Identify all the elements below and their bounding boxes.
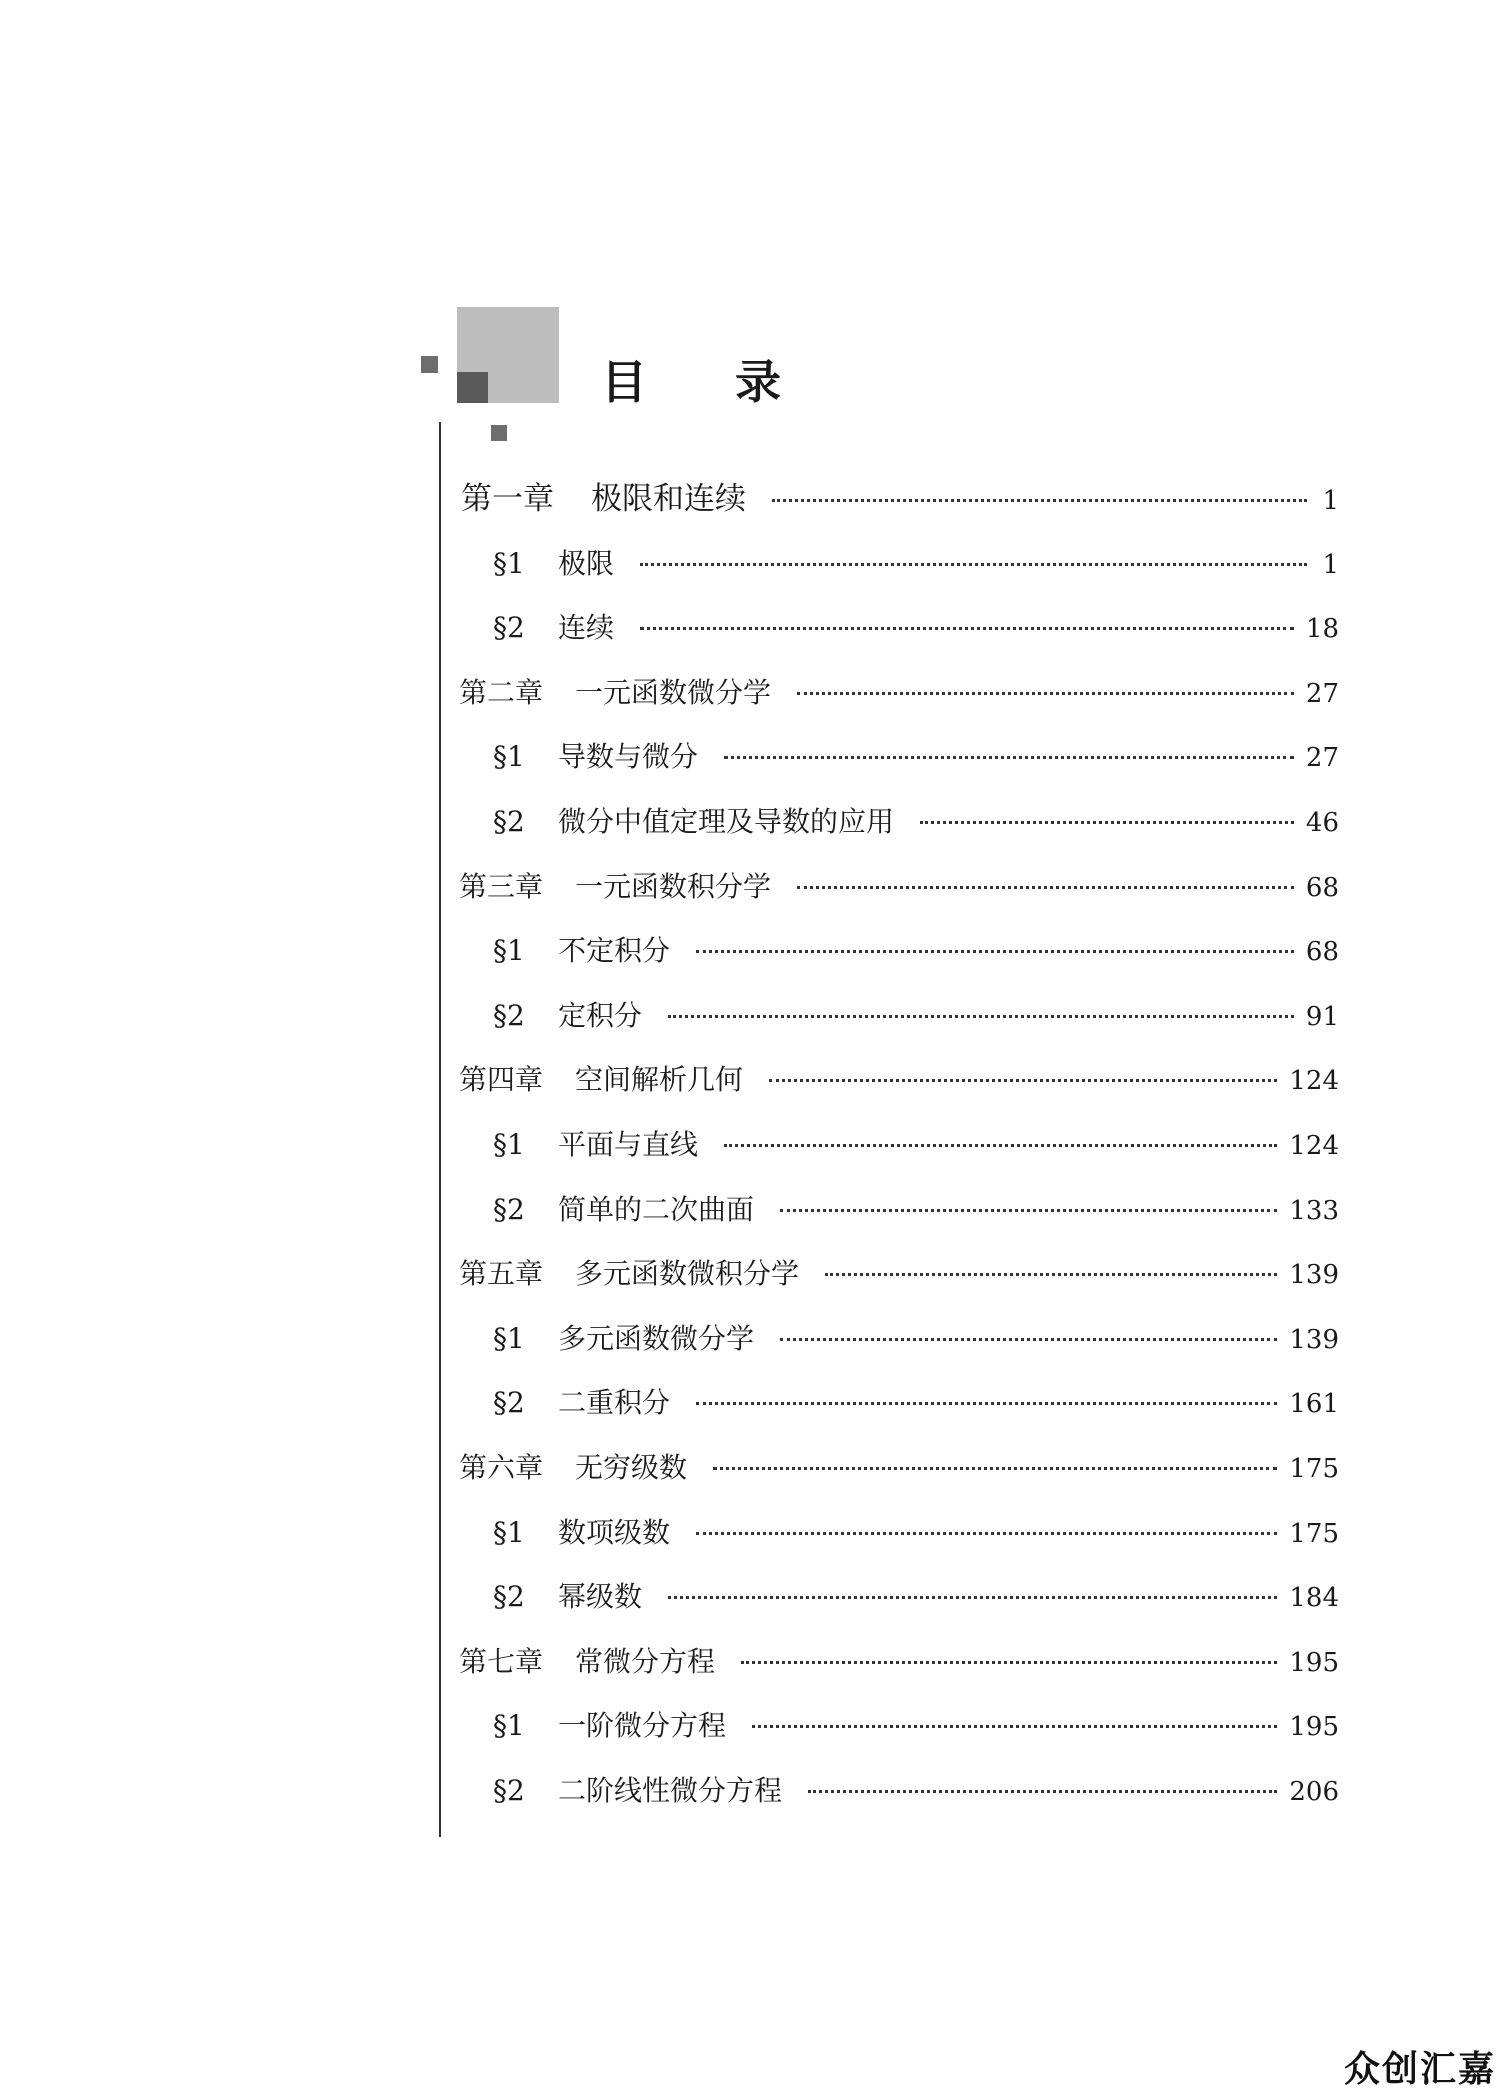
page-number: 18 — [1305, 614, 1339, 645]
page-number: 46 — [1305, 808, 1339, 838]
page-number: 27 — [1305, 678, 1339, 709]
page-number: 175 — [1289, 1454, 1339, 1484]
section-title: 二阶线性微分方程 — [558, 1774, 783, 1807]
dot-leader — [808, 1790, 1277, 1793]
toc-section-row[interactable] — [493, 926, 1339, 976]
dot-leader — [668, 1596, 1277, 1599]
toc-chapter-row[interactable] — [459, 1443, 1339, 1493]
section-number: §2 — [493, 1580, 525, 1614]
section-title: 极限 — [558, 546, 615, 580]
toc-section-row[interactable] — [493, 732, 1339, 782]
toc-section-row[interactable] — [493, 1572, 1339, 1622]
chapter-number: 第一章 — [461, 481, 554, 517]
chapter-number: 第四章 — [459, 1063, 544, 1097]
dot-leader — [920, 821, 1294, 824]
dot-leader — [724, 1144, 1277, 1147]
decorative-square-small-bottom — [491, 425, 507, 441]
toc-chapter-row[interactable] — [459, 668, 1339, 718]
chapter-title: 一元函数微分学 — [575, 675, 772, 709]
dot-leader — [769, 1079, 1277, 1082]
chapter-title: 常微分方程 — [575, 1644, 716, 1678]
section-title: 不定积分 — [558, 934, 671, 968]
chapter-title: 多元函数微积分学 — [575, 1257, 800, 1291]
page-number: 91 — [1305, 1001, 1339, 1032]
section-title: 多元函数微分学 — [558, 1321, 755, 1355]
toc-section-row[interactable] — [493, 1508, 1339, 1558]
chapter-title: 无穷级数 — [575, 1451, 688, 1484]
section-title: 二重积分 — [558, 1386, 671, 1420]
page-number: 206 — [1289, 1777, 1339, 1807]
toc-chapter-row[interactable] — [459, 1637, 1339, 1687]
toc-section-row[interactable] — [493, 797, 1339, 847]
dot-leader — [696, 1532, 1277, 1535]
toc-section-row[interactable] — [493, 1378, 1339, 1428]
section-title: 一阶微分方程 — [558, 1709, 727, 1743]
section-number: §1 — [493, 1709, 525, 1743]
chapter-number: 第六章 — [459, 1451, 544, 1484]
page-number: 175 — [1289, 1518, 1339, 1549]
toc-section-row[interactable] — [493, 539, 1339, 589]
page-number: 68 — [1305, 872, 1339, 903]
page-number: 124 — [1289, 1066, 1339, 1097]
dot-leader — [640, 563, 1307, 566]
page-number: 161 — [1289, 1389, 1339, 1420]
decorative-square-small-left — [421, 356, 438, 373]
section-title: 简单的二次曲面 — [558, 1192, 755, 1226]
vertical-rule — [439, 422, 441, 1837]
toc-chapter-row[interactable] — [459, 862, 1339, 912]
dot-leader — [780, 1209, 1277, 1212]
section-number: §2 — [493, 805, 525, 838]
section-number: §1 — [493, 1321, 525, 1355]
title-char-2: 录 — [735, 355, 781, 409]
section-number: §2 — [493, 611, 525, 645]
decorative-square-dark — [457, 372, 488, 403]
page-number: 124 — [1289, 1131, 1339, 1161]
dot-leader — [825, 1273, 1277, 1276]
page-number: 133 — [1289, 1195, 1339, 1226]
page-number: 139 — [1289, 1324, 1339, 1355]
watermark: 众创汇嘉 — [1343, 2049, 1496, 2090]
page-number: 195 — [1289, 1647, 1339, 1678]
section-number: §2 — [493, 998, 525, 1032]
section-number: §2 — [493, 1192, 525, 1226]
page-number: 139 — [1289, 1260, 1339, 1291]
chapter-title: 极限和连续 — [591, 481, 746, 517]
dot-leader — [772, 499, 1307, 502]
chapter-number: 第二章 — [459, 675, 544, 709]
page-number: 27 — [1305, 743, 1339, 774]
toc-section-row[interactable] — [493, 603, 1339, 653]
section-number: §1 — [493, 546, 525, 580]
dot-leader — [668, 1015, 1294, 1018]
section-title: 数项级数 — [558, 1515, 671, 1549]
page-title — [601, 346, 781, 412]
dot-leader — [752, 1725, 1277, 1728]
page-number: 68 — [1305, 937, 1339, 968]
chapter-number: 第五章 — [459, 1257, 544, 1291]
dot-leader — [713, 1467, 1277, 1470]
page-number: 195 — [1289, 1712, 1339, 1743]
section-number: §1 — [493, 934, 525, 968]
toc-section-row[interactable] — [493, 1120, 1339, 1170]
section-title: 定积分 — [558, 998, 643, 1032]
section-title: 幂级数 — [558, 1580, 643, 1614]
dot-leader — [797, 692, 1294, 695]
chapter-number: 第七章 — [459, 1644, 544, 1678]
dot-leader — [741, 1661, 1277, 1664]
section-number: §1 — [493, 1128, 525, 1161]
section-number: §2 — [493, 1774, 525, 1807]
page-number: 1 — [1322, 486, 1339, 516]
section-number: §1 — [493, 1515, 525, 1549]
toc-section-row[interactable] — [493, 991, 1339, 1041]
dot-leader — [696, 950, 1294, 953]
dot-leader — [780, 1338, 1277, 1341]
section-title: 微分中值定理及导数的应用 — [558, 805, 895, 838]
section-number: §1 — [493, 740, 525, 774]
page-number: 184 — [1289, 1583, 1339, 1614]
toc-section-row[interactable] — [493, 1185, 1339, 1235]
toc-section-row[interactable] — [493, 1314, 1339, 1364]
dot-leader — [797, 886, 1294, 889]
toc-chapter-row[interactable] — [459, 1249, 1339, 1299]
dot-leader — [696, 1402, 1277, 1405]
section-title: 导数与微分 — [558, 740, 699, 774]
section-title: 连续 — [558, 611, 615, 645]
chapter-title: 一元函数积分学 — [575, 869, 772, 903]
toc-chapter-row[interactable] — [459, 1055, 1339, 1105]
section-title: 平面与直线 — [558, 1128, 699, 1161]
dot-leader — [724, 756, 1294, 759]
chapter-number: 第三章 — [459, 869, 544, 903]
toc-section-row[interactable] — [493, 1766, 1339, 1816]
toc-chapter-row[interactable] — [461, 474, 1339, 524]
section-number: §2 — [493, 1386, 525, 1420]
dot-leader — [640, 627, 1294, 630]
title-char-1: 目 — [601, 355, 647, 409]
chapter-title: 空间解析几何 — [575, 1063, 744, 1097]
page-number: 1 — [1322, 549, 1339, 580]
toc-section-row[interactable] — [493, 1701, 1339, 1751]
